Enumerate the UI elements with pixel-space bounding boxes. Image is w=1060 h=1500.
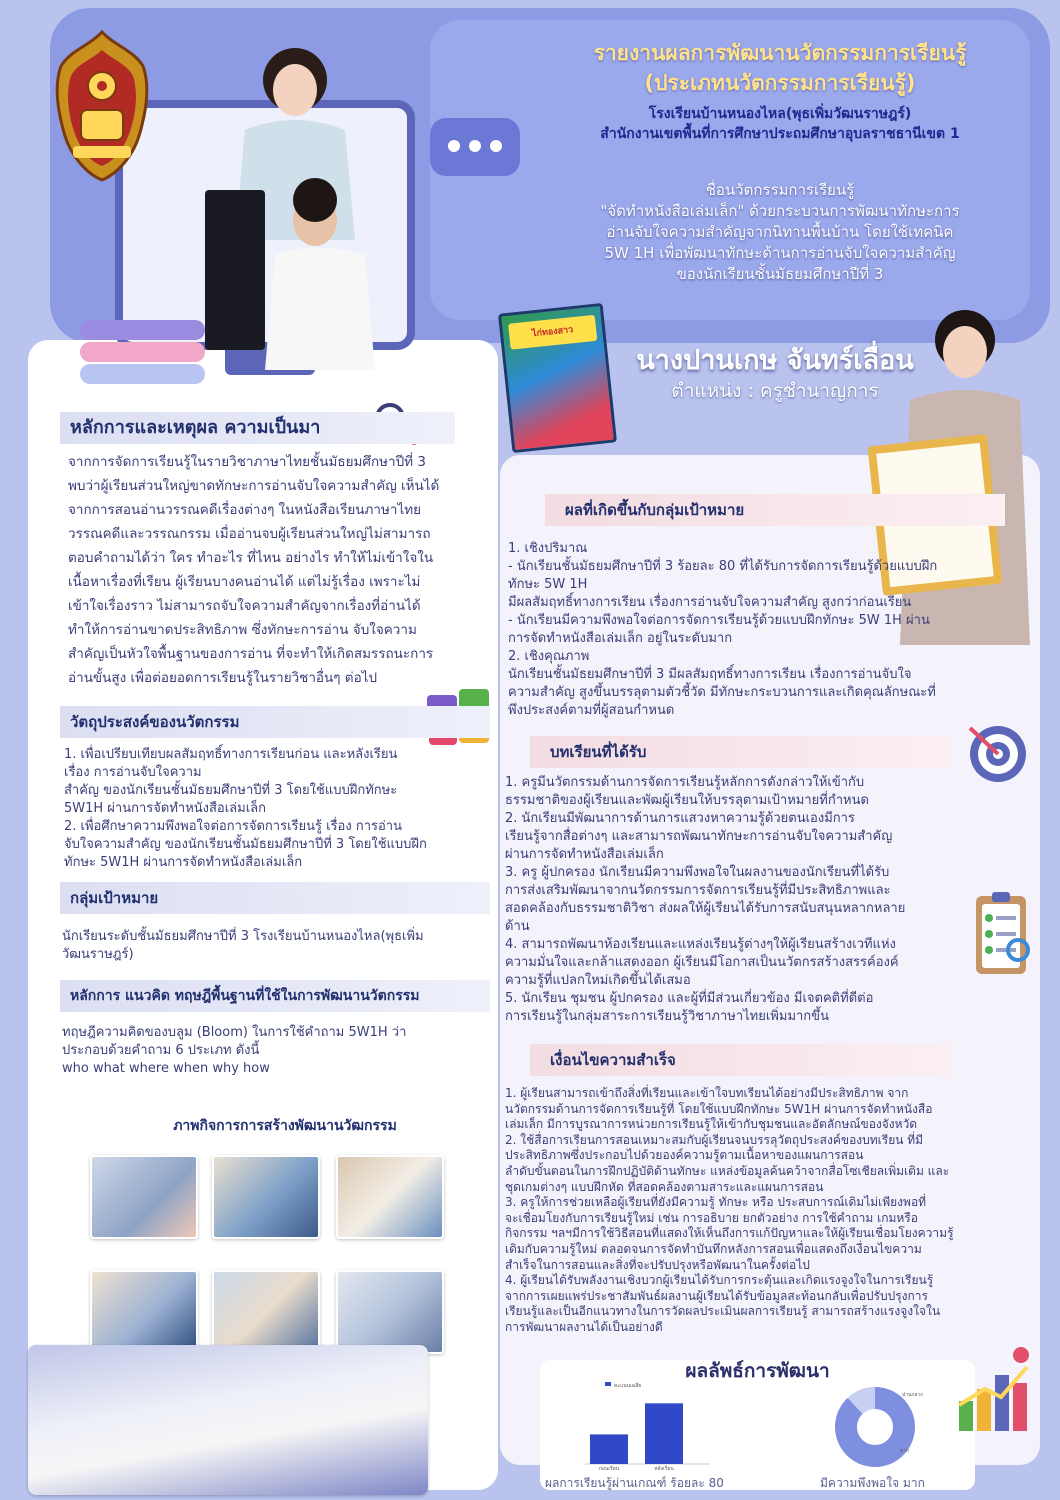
lessons-line: การเรียนรู้ในกลุ่มสาระการเรียนรู้วิชาภาษาไทยเพิ่มมากขึ้น <box>505 1009 829 1024</box>
results-body <box>508 540 1028 720</box>
teacher-student-photo <box>195 40 395 370</box>
theory-line: ประกอบด้วยคำถาม 6 ประเภท ดังนี้ <box>62 1043 260 1058</box>
results-line: พึงประสงค์ตามที่ผู้สอนกำหนด <box>508 703 675 718</box>
activity-photo <box>90 1270 198 1354</box>
results-line: 2. เชิงคุณภาพ <box>508 649 590 664</box>
lessons-line: การส่งเสริมพัฒนาจากนวัตกรรมการจัดการเรียนรู้ที่มีประสิทธิภาพและ <box>505 883 891 898</box>
objectives-line: 5W1H ผ่านการจัดทำหนังสือเล่มเล็ก <box>64 801 266 816</box>
school-emblem-logo <box>55 28 150 183</box>
innovation-line: อ่านจับใจความสำคัญจากนิทานพื้นบ้าน โดยใช้เทคนิค <box>606 223 954 241</box>
results-line: - นักเรียนมีความพึงพอใจต่อการจัดการเรียนรู้ด้วยแบบฝึกทักษะ 5W 1H ผ่าน <box>508 613 930 628</box>
innovation-title-block <box>520 180 1040 285</box>
pie-chart-caption: มีความพึงพอใจ มาก <box>820 1476 925 1490</box>
rationale-line: ตอบคำถามได้ว่า ใคร ทำอะไร ที่ไหน อย่างไร ทำให้ไม่เข้าใจใน <box>68 550 434 566</box>
rationale-line: จากการสอนอ่านวรรณคดีเรื่องต่างๆ ในหนังสือเรียนภาษาไทย <box>68 502 422 518</box>
outcome-heading: ผลลัพธ์การพัฒนา <box>685 1360 830 1382</box>
innovation-line: 5W 1H เพื่อพัฒนาทักษะด้านการอ่านจับใจความสำคัญ <box>604 244 956 262</box>
bar-chart-legend-label: คะแนนเฉลี่ย <box>614 1383 642 1389</box>
growth-chart-icon <box>955 1345 1035 1435</box>
school-name: โรงเรียนบ้านหนองไหล(พุธเพิ่มวัฒนราษฎร์) <box>648 106 912 122</box>
office-name: สำนักงานเขตพื้นที่การศึกษาประถมศึกษาอุบลราชธานีเขต 1 <box>600 126 960 142</box>
report-title-line2: (ประเภทนวัตกรรมการเรียนรู้) <box>644 71 916 95</box>
lessons-line: ความรู้ที่แปลกใหม่เกิดขึ้นได้เสมอ <box>505 973 691 988</box>
chat-bubble-icon <box>430 118 520 176</box>
success-line: เล่มเล็ก มีการบูรณาการหน่วยการเรียนรู้ให้เข้ากับชุมชนและอัตลักษณ์ของจังหวัด <box>505 1117 918 1132</box>
activity-photo <box>90 1155 198 1239</box>
group-photo <box>28 1345 428 1495</box>
rationale-body <box>68 450 488 690</box>
activity-photo <box>212 1270 320 1354</box>
results-line: การจัดทำหนังสือเล่มเล็ก อยู่ในระดับมาก <box>508 631 733 646</box>
success-line: เรียนรู้และเป็นอีกแนวทางในการวัดผลประเมินผลการเรียนรู้ สามารถสร้างแรงจูงใจใน <box>505 1304 941 1319</box>
success-line: กิจกรรม ฯลฯมีการใช้วิธีสอนที่แสดงให้เห็นถึงการแก้ปัญหาและให้ผู้เรียนเชื่อมโยงความรู้ <box>505 1226 954 1241</box>
pie-chart-label: ปานกลาง <box>902 1392 923 1398</box>
rationale-line: พบว่าผู้เรียนส่วนใหญ่ขาดทักษะการอ่านจับใจความสำคัญ เห็นได้ <box>68 478 440 494</box>
rationale-line: ทำให้การอ่านขาดประสิทธิภาพ ซึ่งทักษะการอ่าน จับใจความ <box>68 622 417 638</box>
books-stack-icon <box>80 320 210 390</box>
results-line: 1. เชิงปริมาณ <box>508 541 588 556</box>
innovation-line: "จัดทำหนังสือเล่มเล็ก" ด้วยกระบวนการพัฒนาทักษะการ <box>600 202 960 220</box>
target-line: วัฒนราษฎร์) <box>62 947 134 962</box>
bar-chart-bar <box>645 1403 683 1464</box>
rationale-line: เข้าใจเรื่องราว ไม่สามารถจับใจความสำคัญจากเรื่องที่อ่านได้ <box>68 598 421 614</box>
report-title-line1: รายงานผลการพัฒนานวัตกรรมการเรียนรู้ <box>593 41 967 65</box>
storybook-cover-image <box>498 303 617 453</box>
lessons-line: 1. ครูมีนวัตกรรมด้านการจัดการเรียนรู้หลักการดังกล่าวให้เข้ากับ <box>505 775 865 790</box>
pie-chart-label: มาก <box>900 1448 910 1454</box>
lessons-line: 3. ครู ผู้ปกครอง นักเรียนมีความพึงพอใจในผลงานของนักเรียนที่ได้รับ <box>505 865 890 880</box>
success-line: 4. ผู้เรียนได้รับพลังงานเชิงบวกผู้เรียนได้รับการกระตุ้นและเกิดแรงจูงใจในการเรียนรู้ <box>505 1273 934 1288</box>
teacher-name: นางปานเกษ จันทร์เลื่อน <box>636 345 914 376</box>
bar-chart <box>555 1380 720 1472</box>
rationale-line: วรรณคดีและวรรณกรรม เมื่ออ่านจบผู้เรียนส่วนใหญ่ไม่สามารถ <box>68 526 431 542</box>
success-line: นวัตกรรมด้านการจัดการเรียนรู้ที่ โดยใช้แบบฝึกทักษะ 5W1H ผ่านการจัดทำหนังสือ <box>505 1101 933 1116</box>
book-cover-title: ไก่ทองสาว <box>508 315 597 350</box>
activities-heading: ภาพกิจการการสร้างพัฒนานวัฒกรรม <box>173 1118 397 1134</box>
rationale-line: อ่านขั้นสูง เพื่อต่อยอดการเรียนรู้ในรายวิชาอื่นๆ ต่อไป <box>68 670 378 686</box>
success-line: จะเชื่อมโยงกับการเรียนรู้ใหม่ เช่น การอธิบาย ยกตัวอย่าง การใช้คำถาม เกมหรือ <box>505 1210 918 1225</box>
target-body <box>62 928 487 964</box>
lessons-line: ความมั่นใจและกล้าแสดงออก ผู้เรียนมีโอกาสเป็นนวัตกรสร้างสรรค์องค์ <box>505 955 899 970</box>
teacher-position: ตำแหน่ง : ครูชำนาญการ <box>671 380 879 402</box>
lessons-line: ด้าน <box>505 919 530 934</box>
activity-photo <box>336 1155 444 1239</box>
rationale-line: เนื้อหาเรื่องที่เรียน ผู้เรียนบางคนอ่านได้ แต่ไม่รู้เรื่อง เพราะไม่ <box>68 574 421 590</box>
lessons-line: ธรรมชาติของผู้เรียนและพัฒผู้เรียนให้บรรลุตามเป้าหมายที่กำหนด <box>505 793 869 808</box>
lessons-line: สอดคล้องกับธรรมชาติวิชา ส่งผลให้ผู้เรียนได้รับการสนับสนุนหลากหลาย <box>505 901 906 916</box>
rationale-line: สำคัญเป็นหัวใจพื้นฐานของการอ่าน ที่จะทำให้เกิดสมรรถนะการ <box>68 646 434 662</box>
success-line: จากการเผยแพร่ประชาสัมพันธ์ผลงานผู้เรียนได้รับข้อมูลสะท้อนกลับเพื่อปรับปรุงการ <box>505 1288 928 1303</box>
rationale-line: จากการจัดการเรียนรู้ในรายวิชาภาษาไทยชั้นมัธยมศึกษาปีที่ 3 <box>68 454 426 470</box>
objectives-line: สำคัญ ของนักเรียนชั้นมัธยมศึกษาปีที่ 3 โดยใช้แบบฝึกทักษะ <box>64 783 398 798</box>
results-line: นักเรียนชั้นมัธยมศึกษาปีที่ 3 มีผลสัมฤทธิ์ทางการเรียน เรื่องการอ่านจับใจ <box>508 667 912 682</box>
school-info <box>520 104 1040 144</box>
lessons-line: เรียนรู้จากสื่อต่างๆ และสามารถพัฒนาทักษะการอ่านจับใจความสำคัญ <box>505 829 893 844</box>
success-line: เดิมกับความรู้ใหม่ ตลอดจนการจัดทำบันทึกหลังการสอนเพื่อแสดงถึงเงื่อนไขความ <box>505 1241 922 1256</box>
bar-chart-category-label: หลังเรียน <box>654 1466 674 1472</box>
success-line: สำเร็จในการสอนและสิ่งที่จะปรับปรุงหรือพัฒนาในครั้งต่อไป <box>505 1257 810 1272</box>
objectives-line: 1. เพื่อเปรียบเทียบผลสัมฤทธิ์ทางการเรียนก่อน และหลังเรียน <box>64 747 398 762</box>
success-line: ลำดับขั้นตอนในการฝึกปฏิบัติด้านทักษะ แหล่งข้อมูลค้นคว้าจากสื่อโซเชียลเพิ่มเติม และ <box>505 1163 950 1178</box>
bar-chart-bar <box>590 1434 628 1464</box>
objectives-line: จับใจความสำคัญ ของนักเรียนชั้นมัธยมศึกษาปีที่ 3 โดยใช้แบบฝึก <box>64 837 427 852</box>
success-line: การพัฒนาผลงานได้เป็นอย่างดี <box>505 1319 663 1334</box>
success-heading: เงื่อนไขความสำเร็จ <box>530 1044 950 1076</box>
innovation-line: ของนักเรียนชั้นมัธยมศึกษาปีที่ 3 <box>676 265 884 283</box>
objectives-line: ทักษะ 5W1H ผ่านการจัดทำหนังสือเล่มเล็ก <box>64 855 303 870</box>
bar-chart-legend-swatch <box>605 1382 611 1386</box>
lessons-line: ผ่านการจัดทำหนังสือเล่มเล็ก <box>505 847 664 862</box>
objectives-body <box>64 746 489 872</box>
dartboard-icon <box>962 718 1028 784</box>
objectives-line: เรื่อง การอ่านจับใจความ <box>64 765 202 780</box>
results-heading: ผลที่เกิดขึ้นกับกลุ่มเป้าหมาย <box>545 494 1005 526</box>
success-line: ชุดเกมต่างๆ แบบฝึกหัด ที่สอดคล้องตามสาระและแผนการสอน <box>505 1179 824 1194</box>
objectives-heading: วัตถุประสงค์ของนวัตกรรม <box>60 706 490 738</box>
objectives-line: 2. เพื่อศึกษาความพึงพอใจต่อการจัดการเรียนรู้ เรื่อง การอ่าน <box>64 819 402 834</box>
pie-chart <box>830 1382 923 1472</box>
innovation-label: ชื่อนวัตกรรมการเรียนรู้ <box>705 181 855 199</box>
theory-line: ทฤษฎีความคิดของบลูม (Bloom) ในการใช้คำถาม 5W1H ว่า <box>62 1025 407 1040</box>
results-line: ความสำคัญ สูงขึ้นบรรลุตามตัวชี้วัด มีทักษะกระบวนการและเกิดคุณลักษณะที่ <box>508 685 936 700</box>
lessons-line: 5. นักเรียน ชุมชน ผู้ปกครอง และผู้ที่มีส่วนเกี่ยวข้อง มีเจตคติที่ดีต่อ <box>505 991 874 1006</box>
results-line: - นักเรียนชั้นมัธยมศึกษาปีที่ 3 ร้อยละ 80 ที่ได้รับการจัดการเรียนรู้ด้วยแบบฝึก <box>508 559 938 574</box>
target-heading: กลุ่มเป้าหมาย <box>60 882 490 914</box>
success-line: 1. ผู้เรียนสามารถเข้าถึงสิ่งที่เรียนและเข้าใจบทเรียนได้อย่างมีประสิทธิภาพ จาก <box>505 1086 909 1100</box>
success-line: ประสิทธิภาพซึ่งประกอบไปด้วยองค์ความรู้ตามเนื้อหาของแผนการสอน <box>505 1148 864 1163</box>
activity-photo <box>212 1155 320 1239</box>
target-line: นักเรียนระดับชั้นมัธยมศึกษาปีที่ 3 โรงเรียนบ้านหนองไหล(พุธเพิ่ม <box>62 929 424 944</box>
success-line: 2. ใช้สื่อการเรียนการสอนเหมาะสมกับผู้เรียนจนบรรลุวัตถุประสงค์ของบทเรียน ที่มี <box>505 1132 924 1147</box>
success-line: 3. ครูให้การช่วยเหลือผู้เรียนที่ยังมีความรู้ ทักษะ หรือ ประสบการณ์เดิมไม่เพียงพอที่ <box>505 1195 927 1210</box>
bar-chart-caption: ผลการเรียนรู้ผ่านเกณฑ์ ร้อยละ 80 <box>545 1476 724 1490</box>
bar-chart-category-label: ก่อนเรียน <box>598 1466 620 1472</box>
lessons-body <box>505 774 970 1026</box>
clipboard-checklist-icon <box>972 888 1034 980</box>
lessons-line: 2. นักเรียนมีพัฒนาการด้านการแสวงหาความรู้ด้วยตนเองมีการ <box>505 811 855 826</box>
report-title <box>520 38 1040 98</box>
results-line: ทักษะ 5W 1H <box>508 577 588 592</box>
theory-line: who what where when why how <box>62 1061 270 1076</box>
lessons-heading: บทเรียนที่ได้รับ <box>530 736 950 768</box>
results-line: มีผลสัมฤทธิ์ทางการเรียน เรื่องการอ่านจับใจความสำคัญ สูงกว่าก่อนเรียน <box>508 595 912 610</box>
theory-heading: หลักการ แนวคิด ทฤษฎีพื้นฐานที่ใช้ในการพัฒนานวัตกรรม <box>60 980 490 1012</box>
lessons-line: 4. สามารถพัฒนาห้องเรียนและแหล่งเรียนรู้ต่างๆให้ผู้เรียนสร้างเวทีแห่ง <box>505 937 896 952</box>
rationale-heading: หลักการและเหตุผล ความเป็นมา <box>60 412 455 444</box>
success-body <box>505 1086 1000 1336</box>
theory-body <box>62 1024 487 1078</box>
activity-photo <box>336 1270 444 1354</box>
